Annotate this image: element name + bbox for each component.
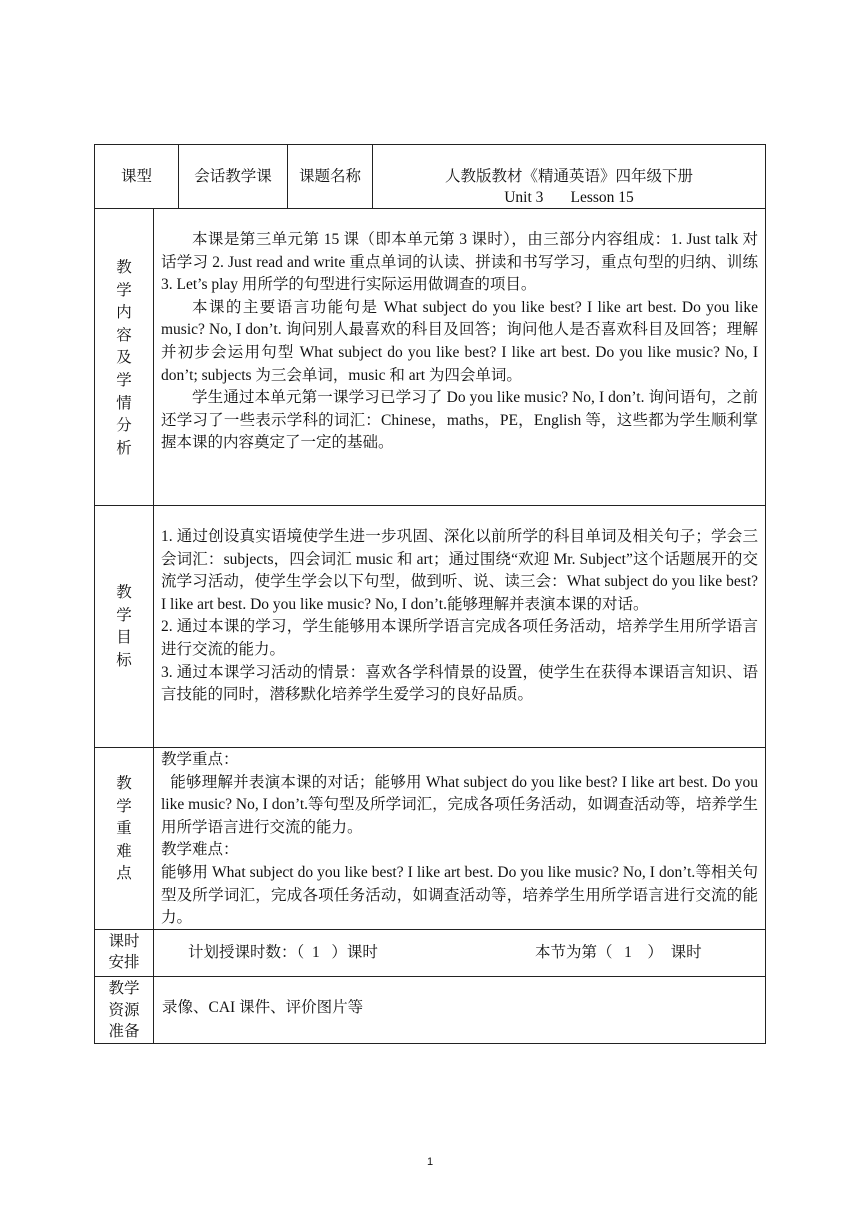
label-char: 分 bbox=[116, 417, 132, 435]
content-analysis-label bbox=[95, 257, 153, 460]
label-char: 重 bbox=[116, 820, 132, 838]
lesson-title-line2: Unit 3 Lesson 15 bbox=[504, 189, 634, 206]
planned-hours: 计划授课时数：（ 1 ）课时 bbox=[188, 944, 378, 961]
page-number: 1 bbox=[426, 1156, 434, 1168]
label-char: 难 bbox=[116, 842, 132, 860]
label-line: 安排 bbox=[108, 954, 140, 971]
key-points-label bbox=[95, 773, 153, 886]
label-char: 学 bbox=[116, 371, 132, 389]
lesson-type-label: 课型 bbox=[120, 168, 152, 185]
objective-item-3: 3. 通过本课学习活动的情景：喜欢各学科情景的设置，使学生在获得本课语言知识、语言技能的同时，潜移默化培养学生爱学习的良好品质。 bbox=[161, 663, 758, 704]
label-column-divider bbox=[153, 208, 154, 1044]
label-char: 学 bbox=[116, 606, 132, 624]
difficulty-text: 能够用 What subject do you like best? I like art best. Do you like music? No, I don’t.等相关句型及所学词汇，完成各项任务活动，如调查活动等，培养学生用所学语言进行交流的能力。 bbox=[161, 863, 758, 927]
focus-title: 教学重点： bbox=[161, 751, 239, 768]
table-border-right bbox=[765, 144, 766, 1044]
label-char: 标 bbox=[116, 651, 132, 669]
lesson-title-line1: 人教版教材《精通英语》四年级下册 bbox=[444, 168, 693, 185]
label-char: 目 bbox=[116, 629, 132, 647]
row-divider bbox=[94, 976, 766, 977]
label-line: 准备 bbox=[108, 1023, 140, 1040]
objectives-text bbox=[161, 526, 758, 707]
table-border-bottom bbox=[94, 1043, 766, 1044]
label-char: 教 bbox=[116, 584, 132, 601]
resources-label bbox=[95, 978, 153, 1043]
label-char: 教 bbox=[116, 775, 132, 792]
label-line: 资源 bbox=[108, 1001, 140, 1019]
table-border-top bbox=[94, 144, 766, 145]
lesson-type-value: 会话教学课 bbox=[194, 168, 272, 185]
row-divider bbox=[94, 505, 766, 506]
label-char: 情 bbox=[116, 394, 132, 412]
current-hour: 本节为第（ 1 ） 课时 bbox=[535, 944, 702, 961]
content-paragraph-3: 学生通过本单元第一课学习已学习了 Do you like music? No, I don’t. 询问语句，之前还学习了一些表示学科的词汇：Chinese，maths，PE，English 等，这些都为学生顺利掌握本课的内容奠定了一定的基础。 bbox=[161, 389, 758, 452]
label-char: 容 bbox=[116, 326, 132, 344]
content-paragraph-1: 本课是第三单元第 15 课（即本单元第 3 课时），由三部分内容组成：1. Just talk 对话学习 2. Just read and write 重点单词的认读、拼读和书写学习，重点句型的归纳、训练 3. Let’s play 用所学的句型进行实际运用做调查的项目。 bbox=[161, 231, 758, 294]
difficulty-title: 教学难点： bbox=[161, 841, 239, 859]
label-char: 及 bbox=[116, 349, 132, 367]
row-divider bbox=[94, 747, 766, 748]
objective-item-1: 1. 通过创设真实语境使学生进一步巩固、深化以前所学的科目单词及相关句子；学会三会词汇：subjects，四会词汇 music 和 art；通过围绕“欢迎 Mr. Subject”这个话题展开的交流学习活动，使学生学会以下句型，做到听、说、读三会：What subject do you like best? I like art best. Do you like music? No, I don’t.能够理解并表演本课的对话。 bbox=[161, 528, 758, 613]
label-char: 学 bbox=[116, 281, 132, 299]
objectives-label bbox=[95, 582, 153, 672]
content-analysis-text bbox=[161, 229, 758, 455]
label-char: 学 bbox=[116, 797, 132, 815]
content-paragraph-2: 本课的主要语言功能句是 What subject do you like best? I like art best. Do you like music? No, I don’t. 询问别人最喜欢的科目及回答；询问他人是否喜欢科目及回答；理解并初步会运用句型 What subject do you like best? I like art best. Do you like music? No, I don’t; subjects 为三会单词，music 和 art 为四会单词。 bbox=[161, 298, 758, 384]
label-char: 教 bbox=[116, 259, 132, 276]
lesson-title-label: 课题名称 bbox=[298, 168, 361, 185]
label-char: 点 bbox=[116, 865, 132, 883]
label-line: 课时 bbox=[108, 933, 140, 950]
schedule-label bbox=[95, 931, 153, 973]
label-line: 教学 bbox=[108, 980, 140, 997]
resources-text: 录像、CAI 课件、评价图片等 bbox=[162, 999, 364, 1016]
label-char: 析 bbox=[116, 439, 132, 457]
label-char: 内 bbox=[116, 304, 132, 322]
key-points-text bbox=[161, 749, 758, 930]
focus-text: 能够理解并表演本课的对话；能够用 What subject do you like best? I like art best. Do you like music? No, I don’t.等句型及所学词汇，完成各项任务活动，如调查活动等，培养学生用所学语言进行交流的能力。 bbox=[161, 773, 758, 836]
objective-item-2: 2. 通过本课的学习，学生能够用本课所学语言完成各项任务活动，培养学生用所学语言进行交流的能力。 bbox=[161, 618, 758, 658]
